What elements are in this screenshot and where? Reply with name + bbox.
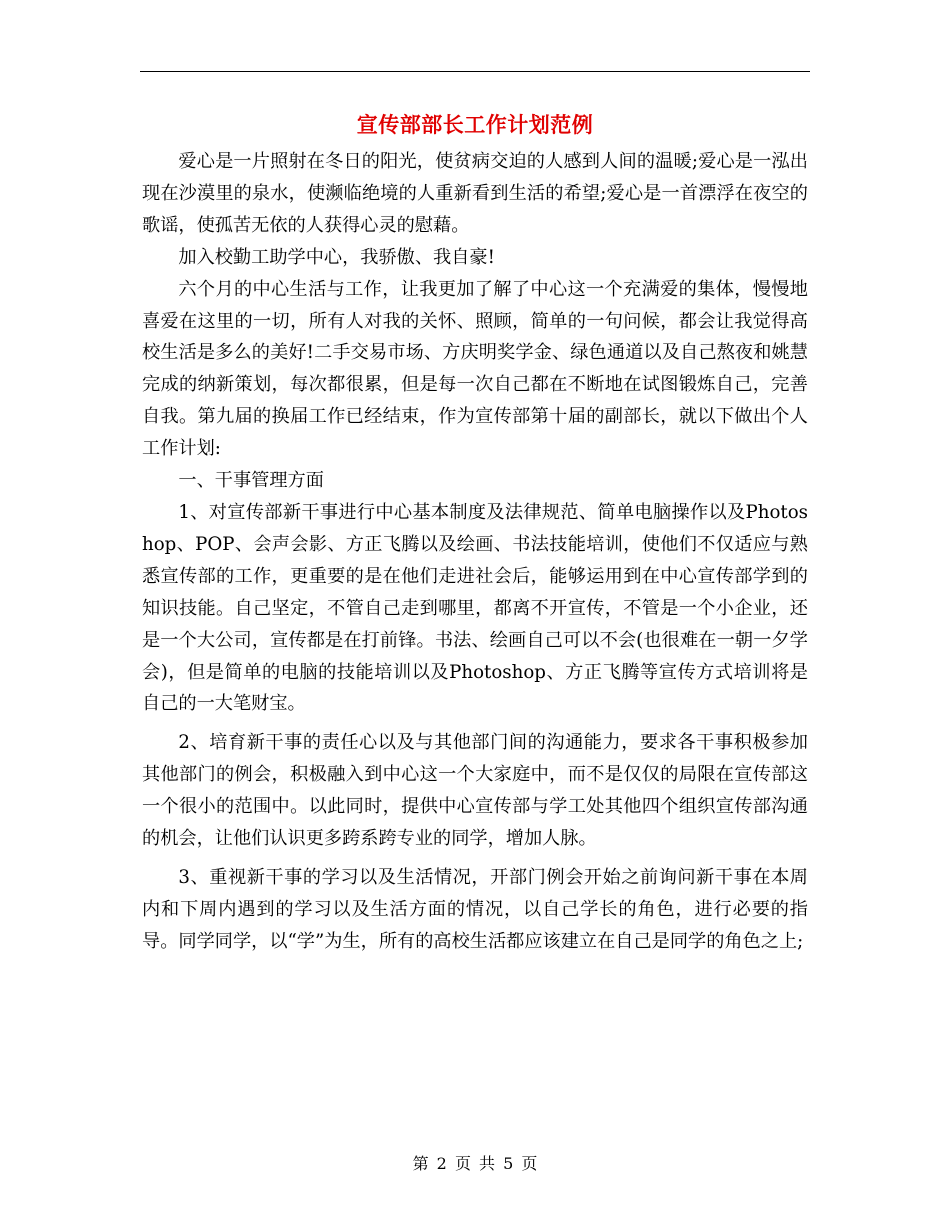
list-item-2: 2、培育新干事的责任心以及与其他部门间的沟通能力，要求各干事积极参加其他部门的例会，积极融入到中心这一个大家庭中，而不是仅仅的局限在宣传部这一个很小的范围中。以此同时，提供中心宣传部与学工处其他四个组织宣传部沟通的机会，让他们认识更多跨系跨专业的同学，增加人脉。: [142, 732, 808, 850]
document-title: 宣传部部长工作计划范例: [356, 112, 594, 137]
paragraph-intro: 爱心是一片照射在冬日的阳光，使贫病交迫的人感到人间的温暖;爱心是一泓出现在沙漠里的泉水，使濒临绝境的人重新看到生活的希望;爱心是一首漂浮在夜空的歌谣，使孤苦无依的人获得心灵的慰藉。: [142, 151, 808, 236]
paragraph-summary: 六个月的中心生活与工作，让我更加了解了中心这一个充满爱的集体，慢慢地喜爱在这里的一切，所有人对我的关怀、照顾，简单的一句问候，都会让我觉得高校生活是多么的美好!二手交易市场、方庆明奖学金、绿色通道以及自己熬夜和姚慧完成的纳新策划，每次都很累，但是每一次自己都在不断地在试图锻炼自己，完善自我。第九届的换届工作已经结束，作为宣传部第十届的副部长，就以下做出个人工作计划:: [142, 278, 808, 460]
page-footer: 第 2 页 共 5 页: [412, 1154, 538, 1173]
document-body: [142, 146, 808, 958]
list-item-3: 3、重视新干事的学习以及生活情况，开部门例会开始之前询问新干事在本周内和下周内遇到的学习以及生活方面的情况，以自己学长的角色，进行必要的指导。同学同学，以“学”为生，所有的高校生活都应该建立在自己是同学的角色之上;: [142, 866, 808, 952]
paragraph-join: 加入校勤工助学中心，我骄傲、我自豪!: [178, 246, 495, 268]
section-heading: 一、干事管理方面: [178, 470, 324, 492]
list-item-1: 1、对宣传部新干事进行中心基本制度及法律规范、简单电脑操作以及Photoshop、POP、会声会影、方正飞腾以及绘画、书法技能培训，使他们不仅适应与熟悉宣传部的工作，更重要的是在他们走进社会后，能够运用到在中心宣传部学到的知识技能。自己坚定，不管自己走到哪里，都离不开宣传，不管是一个小企业，还是一个大公司，宣传都是在打前锋。书法、绘画自己可以不会(也很难在一朝一夕学会)，但是简单的电脑的技能培训以及Photoshop、方正飞腾等宣传方式培训将是自己的一大笔财宝。: [142, 501, 808, 715]
header-rule: [140, 71, 810, 72]
